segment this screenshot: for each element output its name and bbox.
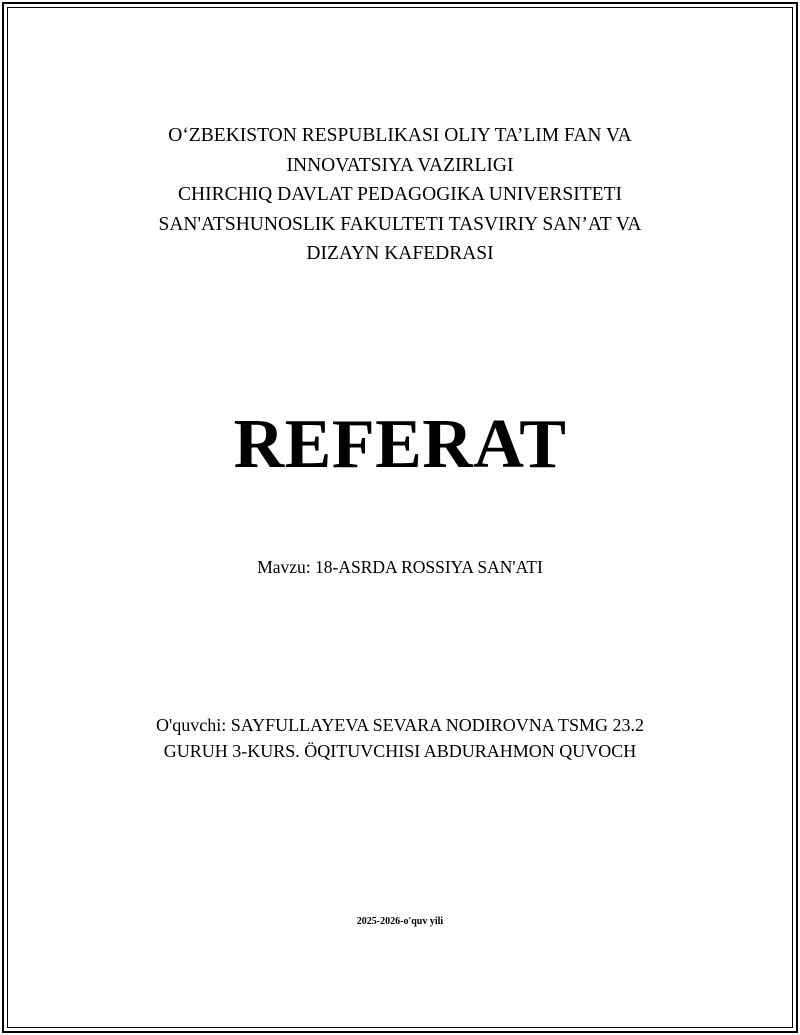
institution-header bbox=[0, 121, 800, 269]
header-line-university: CHIRCHIQ DAVLAT PEDAGOGIKA UNIVERSITETI bbox=[178, 184, 622, 205]
document-title: REFERAT bbox=[233, 406, 567, 483]
student-info-line-1: O'quvchi: SAYFULLAYEVA SEVARA NODIROVNA TSMG 23.2 bbox=[156, 715, 644, 735]
header-line-ministry: O‘ZBEKISTON RESPUBLIKASI OLIY TA’LIM FAN VA bbox=[168, 125, 632, 146]
header-line-department: DIZAYN KAFEDRASI bbox=[306, 243, 494, 264]
header-line-faculty: SAN'ATSHUNOSLIK FAKULTETI TASVIRIY SAN’AT VA bbox=[158, 213, 642, 235]
header-line-ministry-cont: INNOVATSIYA VAZIRLIGI bbox=[286, 154, 514, 176]
student-info bbox=[0, 712, 800, 764]
topic-line: Mavzu: 18-ASRDA ROSSIYA SAN'ATI bbox=[257, 557, 543, 577]
student-info-line-2: GURUH 3-KURS. ÖQITUVCHISI ABDURAHMON QUVOCH bbox=[163, 741, 637, 761]
academic-year: 2025-2026-o'quv yili bbox=[356, 916, 444, 927]
